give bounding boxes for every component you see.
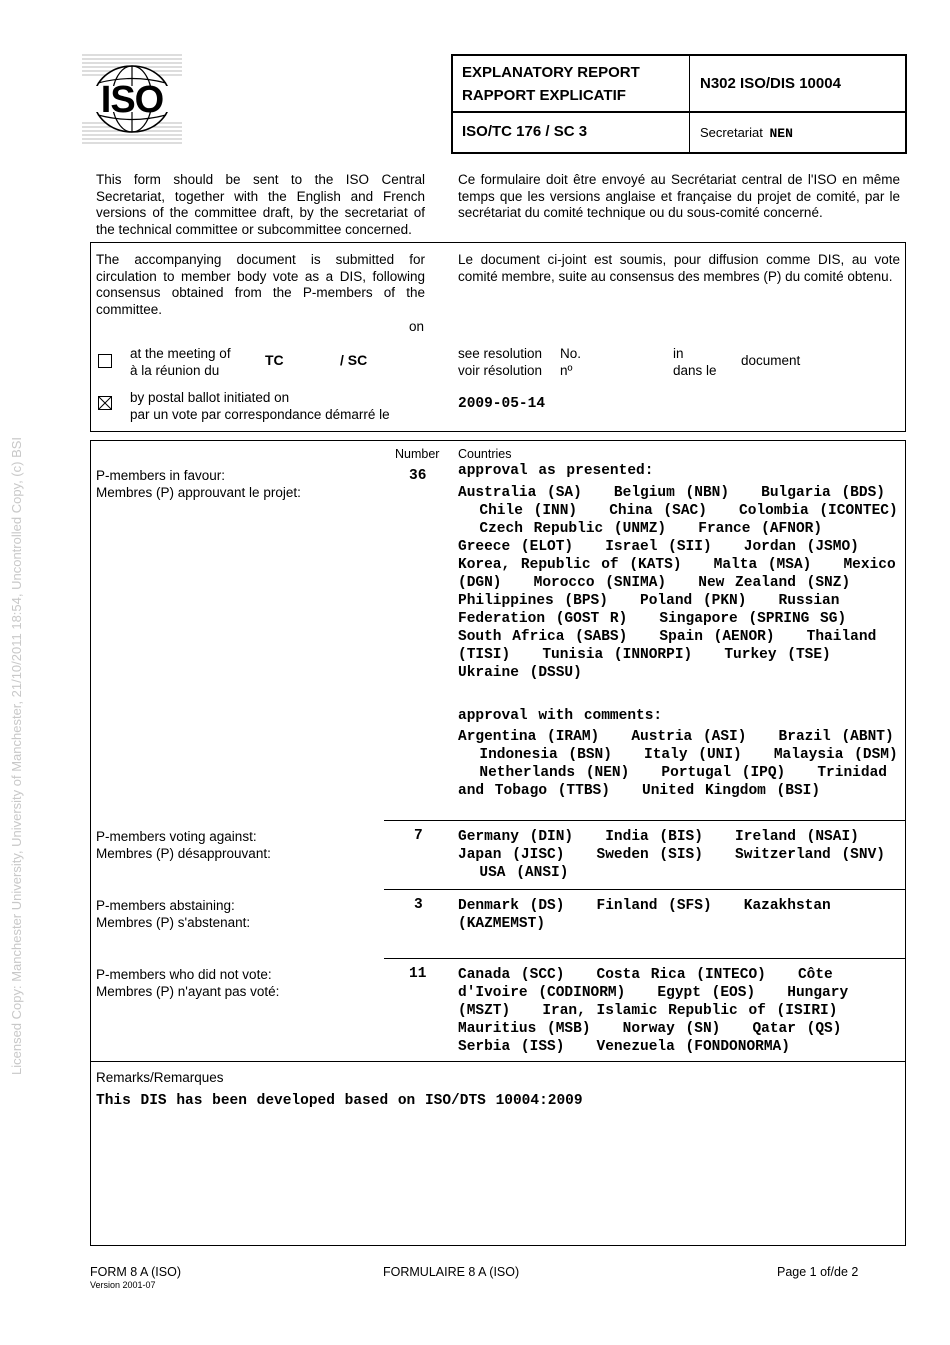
submission-text-fr: Le document ci-joint est soumis, pour diffusion comme DIS, au vote comité membre, suite au consensus des membres (P) du comité obtenu. (458, 252, 900, 284)
against-countries: Germany (DIN) India (BIS) Ireland (NSAI) Japan (JISC) Sweden (SIS) Switzerland (SNV) USA (ANSI) (458, 829, 885, 881)
ballot-date: 2009-05-14 (458, 396, 546, 412)
checkbox-cross-icon (99, 397, 111, 409)
favour-countries-comments: Argentina (IRAM) Austria (ASI) Brazil (ABNT) Indonesia (BSN) Italy (UNI) Malaysia (DSM) Netherlands (NEN) Portugal (IPQ) Trinidad and Tobago (TTBS) United Kingdom (BSI) (458, 729, 898, 799)
favour-countries-presented: Australia (SA) Belgium (NBN) Bulgaria (BDS) Chile (INN) China (SAC) Colombia (ICONTEC) Czech Republic (UNMZ) France (AFNOR) Greece (ELOT) Israel (SII) Jordan (JSMO) Korea, Republic of (KATS) Malta (MSA) Mexico (DGN) Morocco (SNIMA) New Zealand (SNZ) Philippines (BPS) Poland (PKN) Russian Federation (GOST R) Singapore (SPRING SG) South Africa (SABS) Spain (AENOR) Thailand (TISI) Tunisia (INNORPI) Turkey (TSE) Ukraine (DSSU) (458, 485, 898, 681)
row-divider-3 (384, 958, 906, 959)
header-divider-v (689, 56, 690, 152)
ballot-label-fr: par un vote par correspondance démarré le (130, 407, 390, 422)
remarks-text: This DIS has been developed based on ISO/DTS 10004:2009 (96, 1093, 583, 1109)
row-divider-2 (384, 889, 906, 890)
favour-label-fr: Membres (P) approuvant le projet: (96, 485, 301, 500)
secretariat-label: Secretariat (700, 125, 763, 140)
remarks-label: Remarks/Remarques (96, 1070, 224, 1085)
abstaining-count: 3 (414, 897, 423, 913)
intro-text-fr: Ce formulaire doit être envoyé au Secrétariat central de l'ISO en même temps que les versions anglaise et française du projet de comité, par le secrétariat du comité technique ou du sous-comité concerné. (458, 172, 900, 220)
in-label-fr: dans le (673, 363, 717, 378)
committee-reference: ISO/TC 176 / SC 3 (462, 123, 588, 140)
novote-countries: Canada (SCC) Costa Rica (INTECO) Côte d'Ivoire (CODINORM) Egypt (EOS) Hungary (MSZT) Iran, Islamic Republic of (ISIRI) Mauritius (MSB) Norway (SN) Qatar (QS) Serbia (ISS) Venezuela (FONDONORMA) (458, 967, 863, 1055)
secretariat-value: NEN (769, 126, 793, 141)
number-label-fr: nº (560, 363, 573, 378)
novote-label-fr: Membres (P) n'ayant pas voté: (96, 984, 280, 999)
row-divider-4 (90, 1061, 906, 1062)
abstaining-countries: Denmark (DS) Finland (SFS) Kazakhstan (KAZMEMST) (458, 898, 831, 932)
submission-text-en: The accompanying document is submitted for circulation to member body vote as a DIS, following consensus obtained from the P-members of the committee. (96, 252, 425, 317)
novote-label-en: P-members who did not vote: (96, 967, 272, 982)
tc-label: TC (265, 352, 284, 368)
footer-page-number: Page 1 of/de 2 (777, 1265, 859, 1279)
favour-count: 36 (409, 468, 427, 484)
countries-column-header: Countries (458, 447, 512, 461)
meeting-checkbox[interactable] (98, 354, 112, 368)
on-label: on (409, 319, 425, 334)
number-column-header: Number (395, 447, 440, 461)
ballot-checkbox[interactable] (98, 396, 112, 410)
sc-label: / SC (340, 352, 368, 368)
report-title-fr: RAPPORT EXPLICATIF (462, 87, 626, 104)
document-number: N302 ISO/DIS 10004 (700, 75, 841, 92)
meeting-label-en: at the meeting of (130, 346, 231, 361)
abstaining-label-fr: Membres (P) s'abstenant: (96, 915, 251, 930)
footer-version: Version 2001-07 (90, 1280, 156, 1290)
in-label-en: in (673, 346, 684, 361)
against-label-fr: Membres (P) désapprouvant: (96, 846, 271, 861)
resolution-label-en: see resolution (458, 346, 543, 361)
novote-count: 11 (409, 966, 427, 982)
ballot-label-en: by postal ballot initiated on (130, 390, 290, 405)
against-count: 7 (414, 828, 423, 844)
watermark: Licensed Copy: Manchester University, University of Manchester, 21/10/2011 18:54, Uncontrolled Copy, (c) BSI (9, 436, 24, 1075)
against-label-en: P-members voting against: (96, 829, 257, 844)
favour-heading-comments: approval with comments: (458, 708, 663, 724)
favour-heading-presented: approval as presented: (458, 463, 654, 479)
favour-label-en: P-members in favour: (96, 468, 226, 483)
abstaining-label-en: P-members abstaining: (96, 898, 235, 913)
document-label: document (741, 353, 801, 368)
header-divider-h (451, 111, 907, 113)
intro-text-en: This form should be sent to the ISO Central Secretariat, together with the English and French versions of the committee draft, by the secretariat of the technical committee or subcommittee concerned. (96, 172, 425, 237)
footer-form-en: FORM 8 A (ISO) (90, 1265, 181, 1279)
number-label-en: No. (560, 346, 582, 361)
row-divider-1 (384, 820, 906, 821)
resolution-label-fr: voir résolution (458, 363, 543, 378)
meeting-label-fr: à la réunion du (130, 363, 220, 378)
report-title-en: EXPLANATORY REPORT (462, 64, 640, 81)
footer-form-fr: FORMULAIRE 8 A (ISO) (383, 1265, 520, 1279)
iso-logo-text: ISO (100, 79, 164, 121)
secretariat-field (700, 125, 793, 141)
iso-logo (82, 52, 182, 146)
